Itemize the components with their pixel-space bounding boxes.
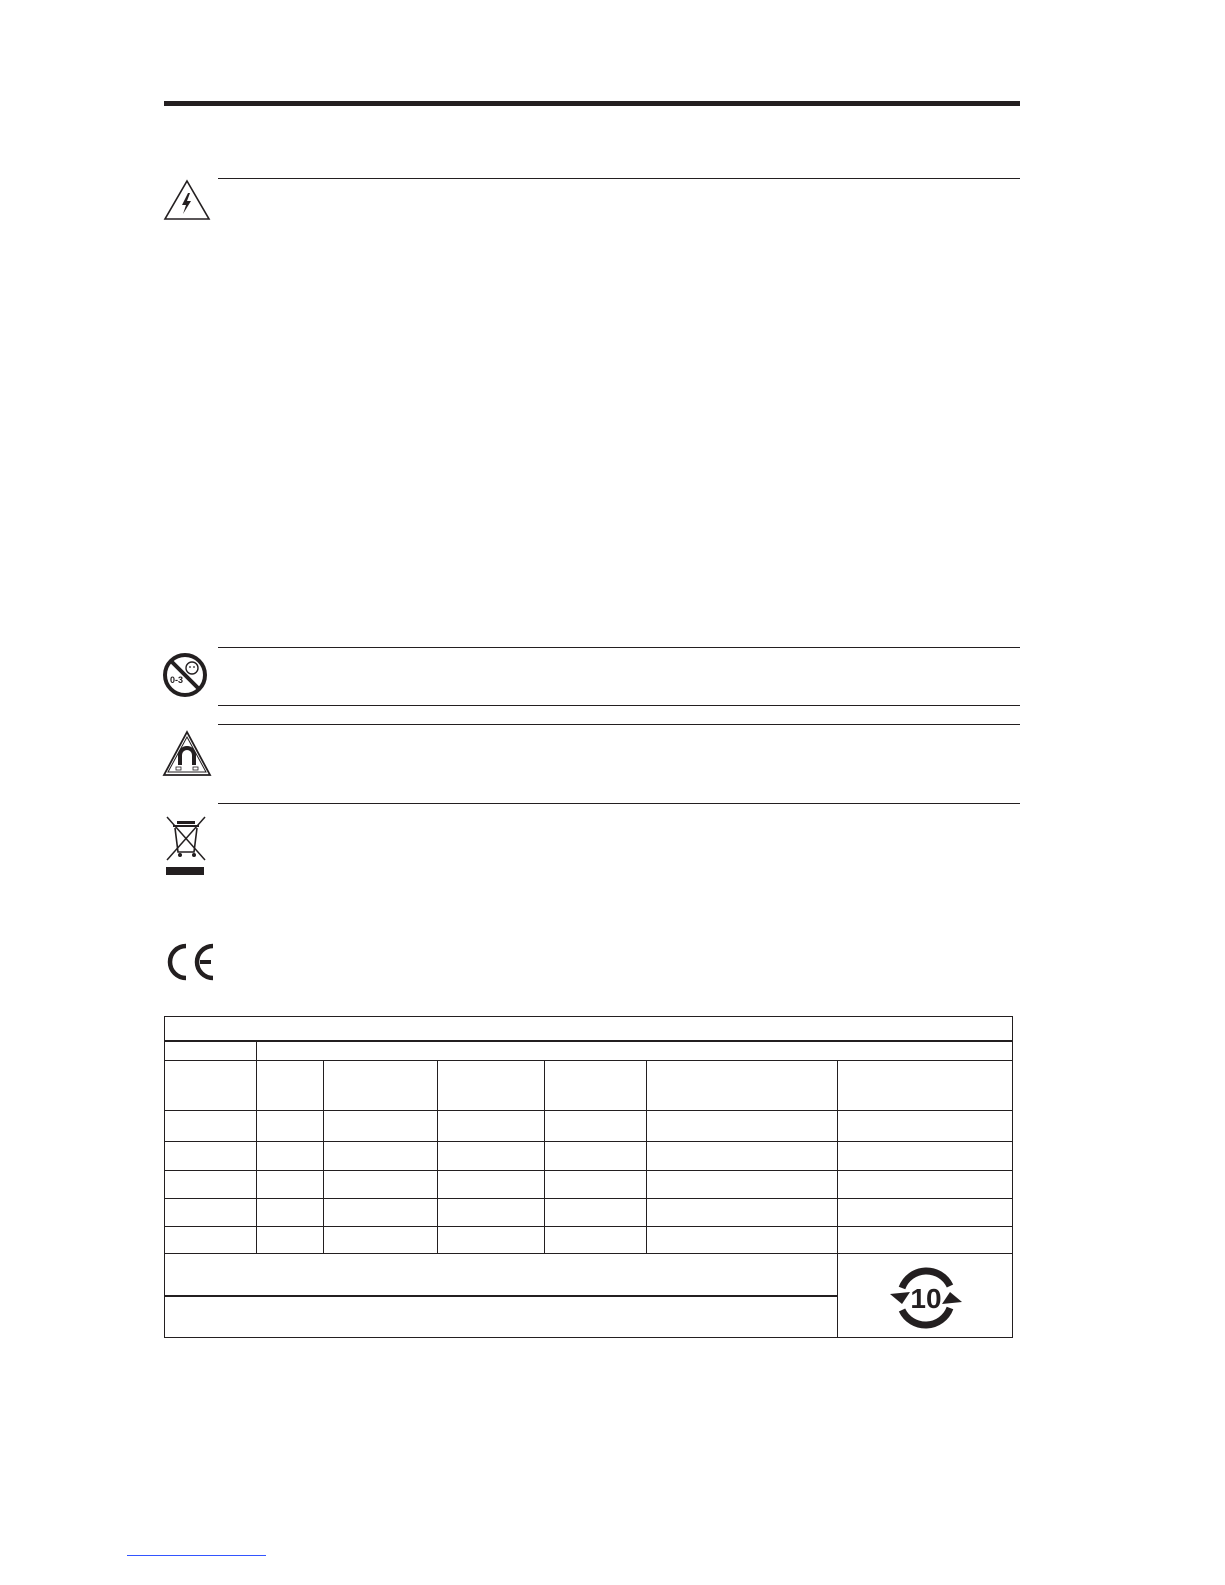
section-rule-children [218, 647, 1020, 648]
table-column-rule [323, 1061, 324, 1254]
table-row-rule [164, 1198, 1013, 1199]
age-range-label: 0-3 [170, 675, 184, 685]
efup-years-label: 10 [910, 1283, 942, 1314]
footer-link-underline[interactable] [127, 1555, 266, 1556]
section-rule-disposal [218, 803, 1020, 804]
table-title-rule [164, 1040, 1013, 1042]
table-column-rule [544, 1061, 545, 1254]
table-frame [164, 1016, 1013, 1338]
weee-crossed-bin-icon [164, 814, 208, 878]
no-children-0-3-icon [161, 651, 209, 699]
table-row-rule [164, 1226, 1013, 1227]
table-header-rule [164, 1060, 1013, 1061]
section-rule-children-bottom [218, 705, 1020, 706]
table-footnote-rule [164, 1253, 1013, 1254]
table-row-rule [164, 1110, 1013, 1111]
hazardous-substances-table [164, 1016, 1013, 1338]
electric-shock-warning-icon [162, 178, 212, 222]
table-column-rule [256, 1041, 257, 1254]
magnetic-field-warning-icon [161, 729, 213, 779]
top-heavy-rule [164, 101, 1020, 106]
table-row-rule [164, 1170, 1013, 1171]
table-column-rule [437, 1061, 438, 1254]
table-footnote-rule [164, 1295, 838, 1297]
section-rule-magnet [218, 724, 1020, 725]
table-column-rule [646, 1061, 647, 1254]
section-rule-electrical [218, 178, 1020, 179]
ce-mark-icon [163, 942, 217, 982]
efup-10-years-icon [888, 1264, 964, 1332]
table-row-rule [164, 1141, 1013, 1142]
table-column-rule [837, 1061, 838, 1337]
